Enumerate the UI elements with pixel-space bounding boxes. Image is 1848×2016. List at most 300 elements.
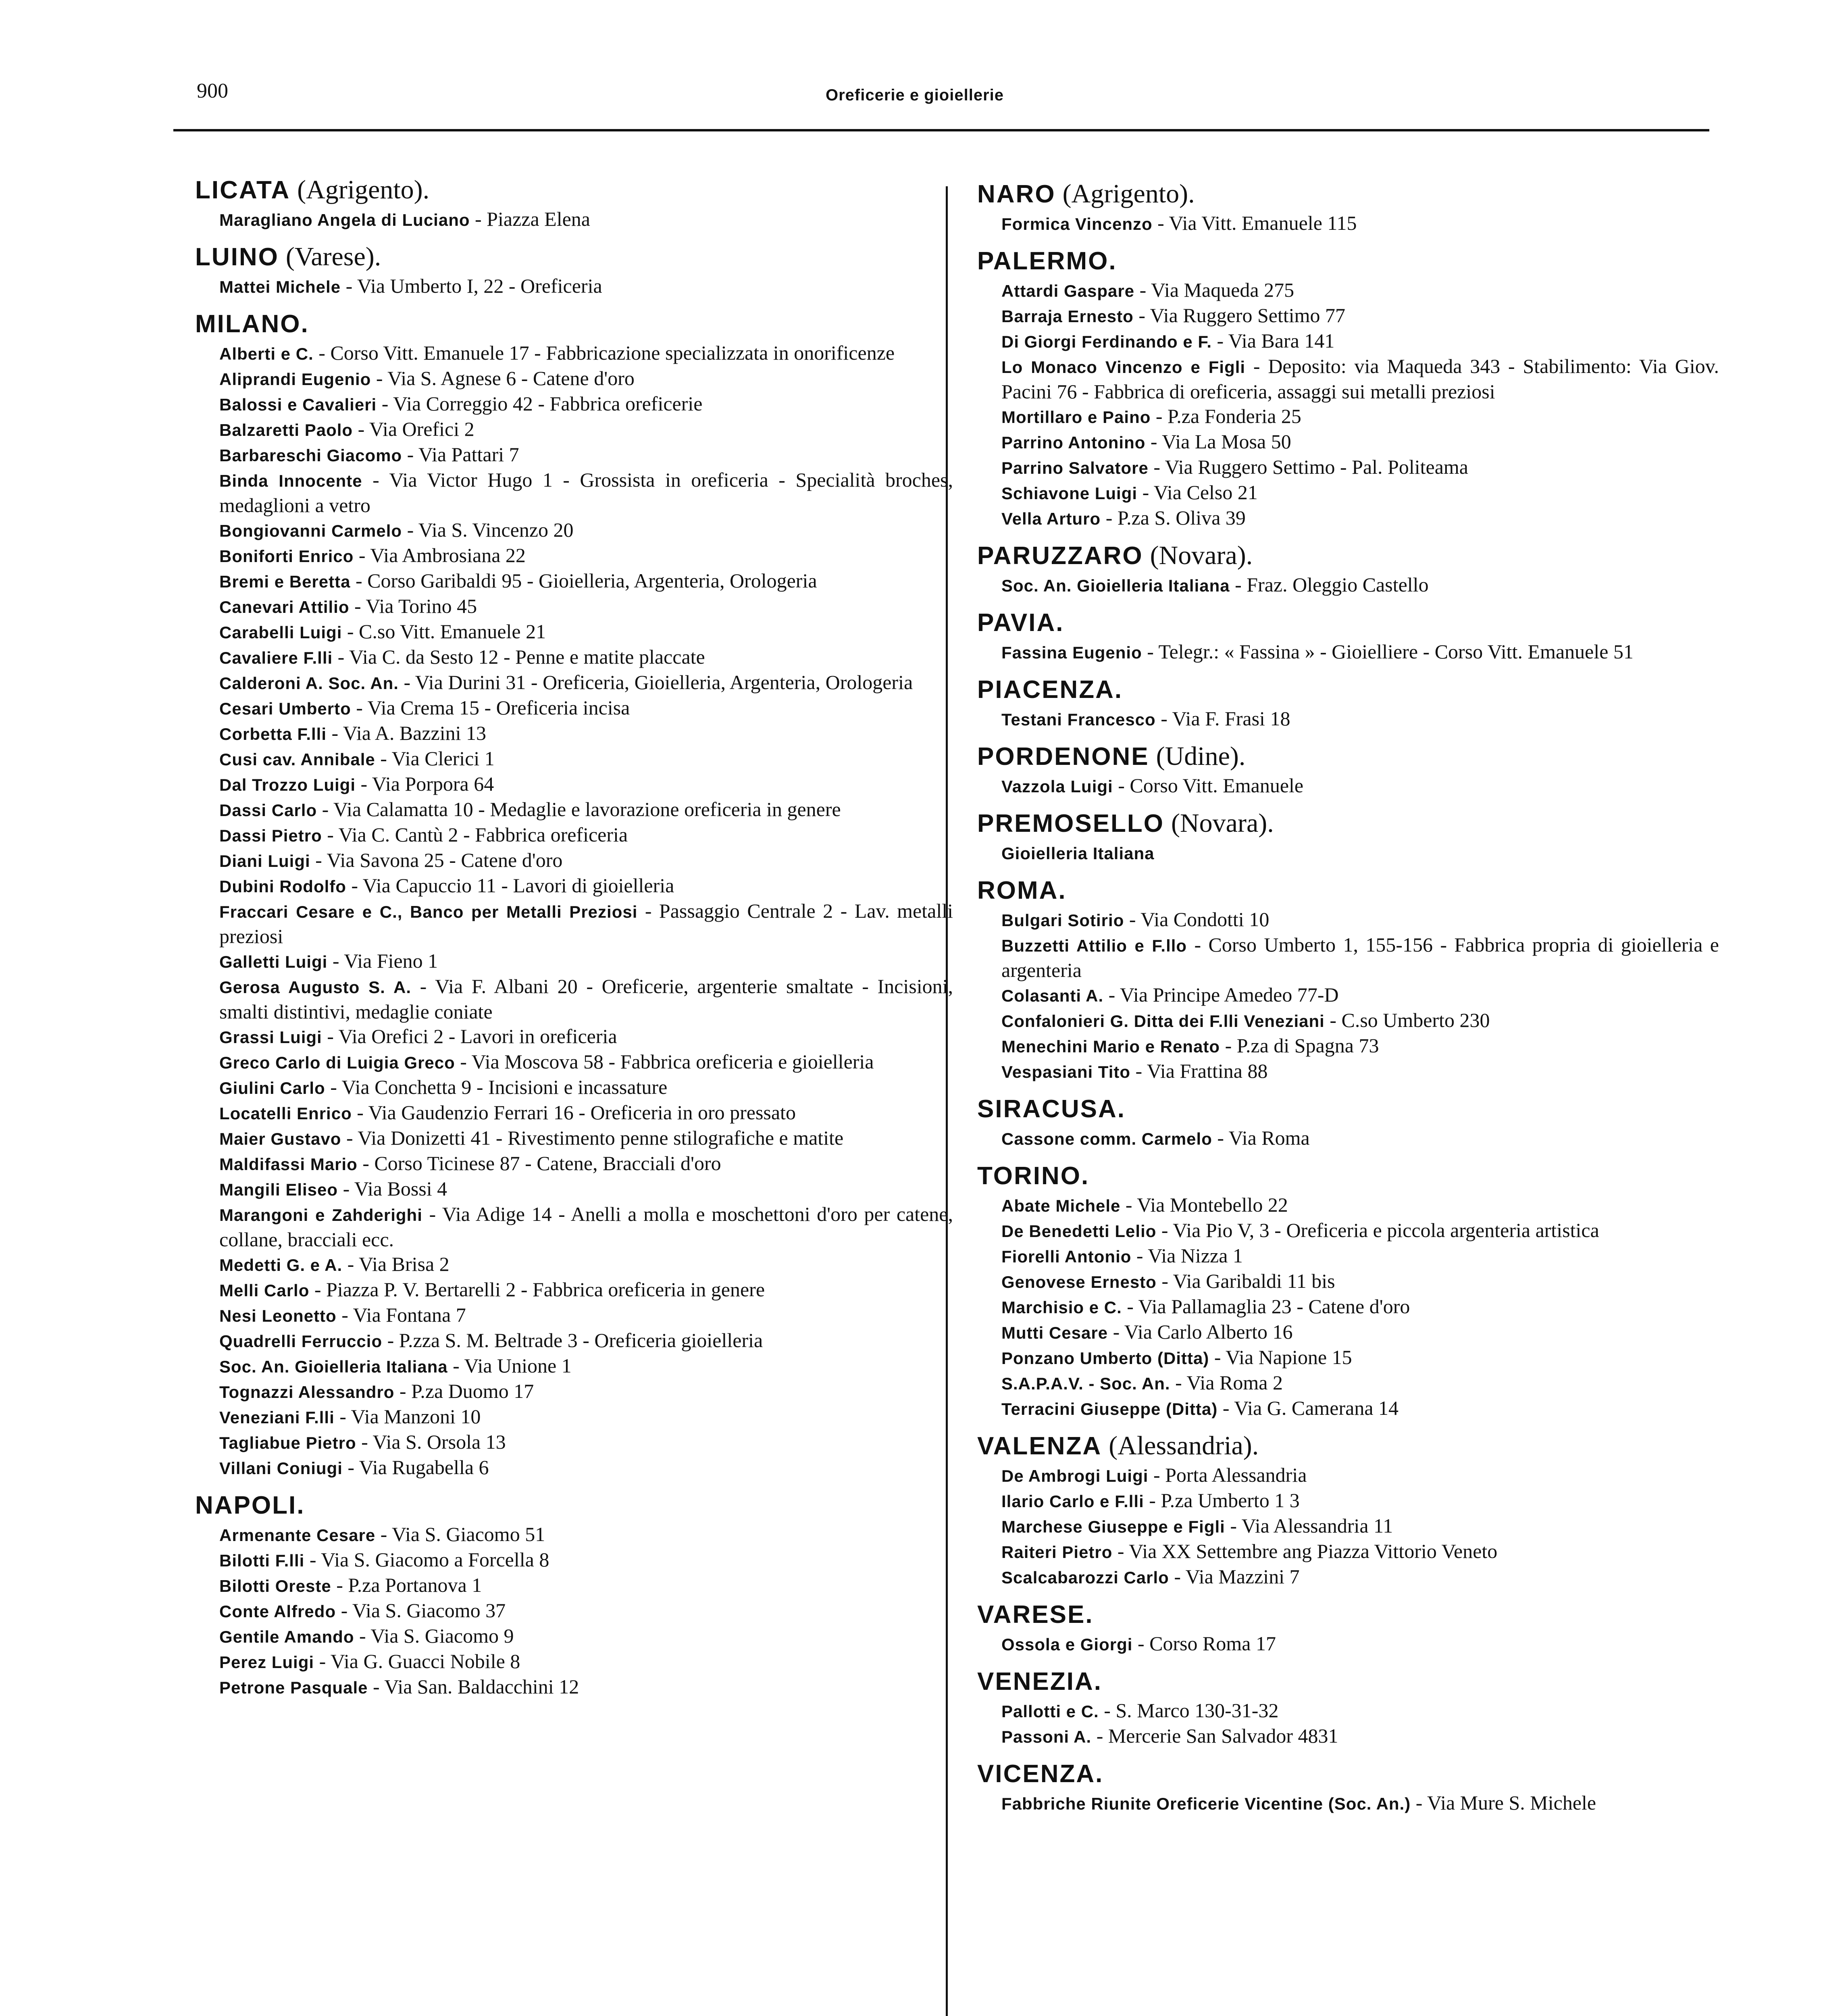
business-entry — [195, 1573, 953, 1598]
business-address: - Via Capuccio 11 - Lavori di gioielleria — [346, 874, 674, 897]
business-entry — [977, 933, 1719, 983]
business-name: Corbetta F.lli — [219, 725, 327, 744]
business-entry — [195, 670, 953, 696]
business-address: - P.za di Spagna 73 — [1220, 1034, 1379, 1057]
business-entry — [195, 823, 953, 848]
business-address: - P.za Portanova 1 — [331, 1574, 482, 1596]
business-entry — [195, 1202, 953, 1252]
business-address: - Via Correggio 42 - Fabbrica oreficerie — [377, 392, 703, 415]
business-name: Galletti Luigi — [219, 952, 328, 971]
business-name: Vazzola Luigi — [1001, 777, 1113, 796]
business-name: Colasanti A. — [1001, 986, 1104, 1005]
business-address: - Via Fieno 1 — [327, 950, 438, 972]
business-entry — [977, 354, 1719, 404]
business-address: - Via Ruggero Settimo 77 — [1133, 304, 1346, 327]
business-entry — [195, 417, 953, 442]
business-name: Dubini Rodolfo — [219, 877, 346, 896]
business-address: - Via Bossi 4 — [338, 1177, 447, 1200]
city-name: PORDENONE — [977, 743, 1149, 771]
city-heading — [977, 244, 1719, 278]
city-heading — [977, 538, 1719, 573]
business-name: Barbareschi Giacomo — [219, 446, 402, 465]
business-name: Testani Francesco — [1001, 710, 1156, 729]
business-address: - Via S. Giacomo 9 — [354, 1624, 514, 1647]
business-name: Cesari Umberto — [219, 699, 351, 718]
business-entry — [977, 706, 1719, 732]
business-entry — [977, 1218, 1719, 1243]
business-entry — [195, 1303, 953, 1328]
business-address: - Via Clerici 1 — [375, 747, 495, 770]
business-name: Passoni A. — [1001, 1727, 1092, 1746]
business-entry — [977, 303, 1719, 329]
business-entry — [195, 1277, 953, 1303]
business-address: - Via Frattina 88 — [1130, 1060, 1268, 1082]
business-entry — [977, 639, 1719, 665]
business-name: Bilotti F.lli — [219, 1551, 305, 1570]
business-address: - Via C. Cantù 2 - Fabbrica oreficeria — [322, 823, 628, 846]
business-entry — [977, 1724, 1719, 1749]
page-number: 900 — [197, 79, 228, 102]
business-address: - Via F. Frasi 18 — [1155, 707, 1290, 730]
city-name: PIACENZA. — [977, 676, 1123, 704]
business-address: - Via Brisa 2 — [342, 1253, 450, 1275]
business-name: Armenante Cesare — [219, 1526, 376, 1545]
business-address: - Corso Ticinese 87 - Catene, Bracciali d'oro — [357, 1152, 721, 1175]
business-name: Genovese Ernesto — [1001, 1272, 1157, 1291]
city-heading — [195, 240, 953, 274]
business-address: - S. Marco 130-31-32 — [1099, 1699, 1279, 1722]
province-name: (Novara). — [1171, 808, 1274, 838]
business-address: - Via San. Baldacchini 12 — [368, 1675, 579, 1698]
business-address: - Via Rugabella 6 — [342, 1456, 489, 1479]
business-entry — [195, 645, 953, 670]
city-name: NAPOLI. — [195, 1491, 305, 1519]
business-entry — [977, 1320, 1719, 1345]
business-address: - Via Mazzini 7 — [1169, 1565, 1300, 1588]
business-address: - Via Calamatta 10 - Medaglie e lavorazione oreficeria in genere — [317, 798, 841, 821]
business-name: Nesi Leonetto — [219, 1306, 337, 1325]
business-entry — [977, 907, 1719, 933]
business-address: - Via C. da Sesto 12 - Penne e matite placcate — [333, 646, 705, 668]
business-name: Parrino Antonino — [1001, 433, 1146, 452]
business-address: - Via Nizza 1 — [1131, 1244, 1243, 1267]
business-address: - Piazza P. V. Bertarelli 2 - Fabbrica oreficeria in genere — [309, 1278, 765, 1301]
business-address: - Corso Vitt. Emanuele — [1113, 774, 1304, 797]
business-entry — [195, 1075, 953, 1100]
business-name: Formica Vincenzo — [1001, 215, 1153, 233]
business-name: Schiavone Luigi — [1001, 484, 1138, 503]
business-name: Abate Michele — [1001, 1196, 1121, 1215]
business-entry — [195, 1024, 953, 1050]
city-name: VENEZIA. — [977, 1668, 1102, 1695]
business-entry — [195, 696, 953, 721]
business-entry — [195, 746, 953, 772]
business-entry — [977, 1008, 1719, 1033]
business-name: Ponzano Umberto (Ditta) — [1001, 1349, 1209, 1368]
business-name: Bulgari Sotirio — [1001, 911, 1124, 930]
business-address: - Corso Umberto 1, 155-156 - Fabbrica propria di gioielleria e argenteria — [1001, 933, 1719, 981]
business-address: - C.so Vitt. Emanuele 21 — [342, 620, 546, 643]
business-entry — [195, 619, 953, 645]
business-address: - P.za Fonderia 25 — [1151, 405, 1301, 427]
business-address: - Via Mure S. Michele — [1411, 1791, 1596, 1814]
business-address: - Via Savona 25 - Catene d'oro — [310, 849, 563, 871]
city-name: ROMA. — [977, 877, 1067, 904]
business-name: Mattei Michele — [219, 277, 341, 296]
business-name: Mutti Cesare — [1001, 1323, 1108, 1342]
business-name: Tognazzi Alessandro — [219, 1383, 395, 1402]
business-entry — [195, 797, 953, 823]
business-address: - Via Torino 45 — [349, 595, 477, 617]
business-entry — [977, 1631, 1719, 1657]
business-entry — [195, 1354, 953, 1379]
business-entry — [195, 1151, 953, 1177]
business-address: - Corso Roma 17 — [1132, 1632, 1276, 1655]
city-name: PALERMO. — [977, 247, 1117, 275]
business-entry — [195, 873, 953, 899]
business-entry — [195, 949, 953, 974]
city-heading — [195, 1488, 953, 1522]
city-heading — [977, 672, 1719, 706]
city-name: PARUZZARO — [977, 542, 1143, 570]
business-address: - Via F. Albani 20 - Oreficerie, argenterie smaltate - Incisioni, smalti distintivi, medaglie coniate — [219, 975, 953, 1023]
business-name: Medetti G. e A. — [219, 1256, 343, 1275]
business-name: Conte Alfredo — [219, 1602, 336, 1621]
business-entry — [977, 1033, 1719, 1059]
business-address: - C.so Umberto 230 — [1324, 1009, 1490, 1031]
business-name: Fabbriche Riunite Oreficerie Vicentine (Soc. An.) — [1001, 1794, 1411, 1813]
business-address: - Via La Mosa 50 — [1145, 430, 1291, 453]
business-address: - Via Moscova 58 - Fabbrica oreficeria e gioielleria — [455, 1050, 874, 1073]
business-entry — [977, 480, 1719, 506]
business-address: - Via XX Settembre ang Piazza Vittorio Veneto — [1112, 1540, 1498, 1562]
business-entry — [195, 974, 953, 1024]
business-name: Barraja Ernesto — [1001, 307, 1134, 326]
business-address: - Via Crema 15 - Oreficeria incisa — [351, 696, 630, 719]
business-address: - Via Manzoni 10 — [334, 1405, 481, 1428]
business-entry — [977, 211, 1719, 236]
city-heading — [977, 177, 1719, 211]
city-heading — [977, 605, 1719, 639]
city-name: VALENZA — [977, 1432, 1102, 1460]
business-address: - Via Durini 31 - Oreficeria, Gioielleria, Argenteria, Orologeria — [398, 671, 913, 694]
business-address: - Via S. Giacomo a Forcella 8 — [304, 1548, 549, 1571]
business-name: Canevari Attilio — [219, 598, 350, 616]
business-address: - Via S. Giacomo 37 — [336, 1599, 506, 1622]
business-address: - Via Roma 2 — [1170, 1371, 1283, 1394]
business-address: - Via Pio V, 3 - Oreficeria e piccola argenteria artistica — [1156, 1219, 1599, 1241]
business-entry — [195, 1404, 953, 1430]
business-name: Gentile Amando — [219, 1627, 354, 1646]
province-name: (Varese). — [285, 242, 381, 271]
city-name: PAVIA. — [977, 609, 1064, 637]
city-name: TORINO. — [977, 1162, 1090, 1190]
city-name: SIRACUSA. — [977, 1095, 1126, 1123]
business-address: - Via S. Agnese 6 - Catene d'oro — [371, 367, 635, 389]
running-header: Oreficerie e gioiellerie — [826, 86, 1004, 104]
business-entry — [195, 1328, 953, 1354]
business-name: Veneziani F.lli — [219, 1408, 335, 1427]
business-address: - Via Victor Hugo 1 - Grossista in oreficeria - Specialità broches, medaglioni a vetro — [219, 469, 953, 516]
business-name: Greco Carlo di Luigia Greco — [219, 1053, 455, 1072]
city-name: VARESE. — [977, 1601, 1094, 1629]
business-entry — [977, 1564, 1719, 1590]
business-name: Cusi cav. Annibale — [219, 750, 375, 769]
business-entry — [977, 429, 1719, 455]
business-entry — [977, 1396, 1719, 1421]
business-address: - Via Adige 14 - Anelli a molla e moschettoni d'oro per catene, collane, bracciali ecc. — [219, 1203, 953, 1251]
business-name: Menechini Mario e Renato — [1001, 1037, 1220, 1056]
business-entry — [195, 1050, 953, 1075]
business-name: Cassone comm. Carmelo — [1001, 1129, 1212, 1148]
business-address: - Via G. Camerana 14 — [1217, 1397, 1399, 1419]
business-name: Locatelli Enrico — [219, 1104, 352, 1123]
business-address: - Via Orefici 2 — [353, 418, 474, 440]
business-entry — [195, 772, 953, 797]
business-entry — [977, 1698, 1719, 1724]
business-entry — [977, 404, 1719, 429]
province-name: (Alessandria). — [1109, 1431, 1259, 1460]
city-heading — [977, 1597, 1719, 1631]
business-entry — [977, 278, 1719, 303]
business-address: - Via Umberto I, 22 - Oreficeria — [341, 275, 602, 297]
business-address: - Via Fontana 7 — [336, 1304, 466, 1326]
business-name: Marchese Giuseppe e Figli — [1001, 1517, 1225, 1536]
business-name: Dal Trozzo Luigi — [219, 775, 356, 794]
business-name: Bilotti Oreste — [219, 1577, 331, 1595]
business-address: - Porta Alessandria — [1148, 1464, 1307, 1486]
business-name: Cavaliere F.lli — [219, 648, 333, 667]
business-name: Maragliano Angela di Luciano — [219, 210, 470, 229]
business-entry — [977, 983, 1719, 1008]
city-heading — [977, 1429, 1719, 1463]
business-entry — [195, 899, 953, 949]
business-address: - Piazza Elena — [470, 208, 590, 230]
business-entry — [195, 341, 953, 366]
business-address: - Via Orefici 2 - Lavori in oreficeria — [322, 1025, 617, 1048]
business-address: - Via Donizetti 41 - Rivestimento penne stilografiche e matite — [341, 1127, 844, 1149]
city-heading — [977, 1158, 1719, 1193]
business-name: Attardi Gaspare — [1001, 281, 1135, 300]
business-name: Alberti e C. — [219, 344, 314, 363]
business-address: - Corso Garibaldi 95 - Gioielleria, Argenteria, Orologeria — [350, 569, 817, 592]
business-entry — [195, 1547, 953, 1573]
business-name: Marchisio e C. — [1001, 1298, 1122, 1317]
business-address: - Via Garibaldi 11 bis — [1156, 1270, 1335, 1292]
business-name: Pallotti e C. — [1001, 1702, 1099, 1721]
business-address: - P.za S. Oliva 39 — [1101, 506, 1246, 529]
business-name: Dassi Carlo — [219, 801, 317, 820]
city-name: LUINO — [195, 243, 279, 271]
business-entry — [195, 569, 953, 594]
business-entry — [195, 1624, 953, 1649]
business-name: Lo Monaco Vincenzo e Figli — [1001, 358, 1246, 377]
city-name: VICENZA. — [977, 1760, 1104, 1788]
business-address: - Via Montebello 22 — [1120, 1193, 1288, 1216]
province-name: (Agrigento). — [297, 175, 430, 204]
city-name: PREMOSELLO — [977, 810, 1165, 837]
business-name: Carabelli Luigi — [219, 623, 342, 642]
business-entry — [195, 848, 953, 873]
business-name: Di Giorgi Ferdinando e F. — [1001, 332, 1212, 351]
business-address: - P.zza S. M. Beltrade 3 - Oreficeria gioielleria — [382, 1329, 763, 1352]
business-address: - Fraz. Oleggio Castello — [1230, 573, 1429, 596]
business-name: Terracini Giuseppe (Ditta) — [1001, 1400, 1218, 1418]
business-name: Quadrelli Ferruccio — [219, 1332, 383, 1351]
business-name: Confalonieri G. Ditta dei F.lli Veneziani — [1001, 1012, 1325, 1031]
business-address: - Via Ambrosiana 22 — [354, 544, 526, 566]
business-entry — [195, 543, 953, 569]
business-name: Dassi Pietro — [219, 826, 322, 845]
business-entry — [195, 274, 953, 299]
business-entry — [195, 1126, 953, 1151]
business-entry — [977, 1791, 1719, 1816]
business-name: Soc. An. Gioielleria Italiana — [219, 1357, 448, 1376]
city-heading — [195, 306, 953, 341]
business-address: - Via S. Giacomo 51 — [375, 1523, 545, 1545]
business-entry — [977, 1059, 1719, 1084]
business-address: - Passaggio Centrale 2 - Lav. metalli preziosi — [219, 900, 953, 948]
business-name: Fraccari Cesare e C., Banco per Metalli Preziosi — [219, 902, 638, 921]
business-entry — [195, 1252, 953, 1277]
business-entry — [977, 506, 1719, 531]
business-name: Bongiovanni Carmelo — [219, 521, 402, 540]
business-name: Maier Gustavo — [219, 1129, 341, 1148]
city-name: NARO — [977, 180, 1056, 208]
province-name: (Agrigento). — [1062, 179, 1195, 208]
business-name: Ilario Carlo e F.lli — [1001, 1492, 1144, 1511]
business-entry — [195, 1674, 953, 1700]
business-address: - Telegr.: « Fassina » - Gioielliere - Corso Vitt. Emanuele 51 — [1142, 640, 1634, 663]
business-address: - Via Condotti 10 — [1124, 908, 1269, 931]
business-name: Boniforti Enrico — [219, 547, 354, 566]
business-entry — [977, 773, 1719, 799]
business-address: - Via Bara 141 — [1212, 329, 1335, 352]
business-name: Balzaretti Paolo — [219, 421, 353, 439]
business-name: De Benedetti Lelio — [1001, 1222, 1157, 1241]
business-entry — [977, 1370, 1719, 1396]
city-name: MILANO. — [195, 310, 309, 338]
business-entry — [195, 1100, 953, 1126]
business-name: Balossi e Cavalieri — [219, 395, 377, 414]
business-address: - Via Porpora 64 — [356, 773, 494, 795]
business-name: S.A.P.A.V. - Soc. An. — [1001, 1374, 1170, 1393]
business-entry — [977, 1539, 1719, 1564]
business-entry — [195, 721, 953, 746]
business-entry — [195, 366, 953, 392]
business-name: Scalcabarozzi Carlo — [1001, 1568, 1169, 1587]
city-heading — [977, 1756, 1719, 1791]
business-address: - Corso Vitt. Emanuele 17 - Fabbricazione specializzata in onorificenze — [313, 342, 895, 364]
business-entry — [977, 1126, 1719, 1151]
business-name: Fassina Eugenio — [1001, 643, 1142, 662]
business-name: Parrino Salvatore — [1001, 458, 1149, 477]
business-entry — [195, 468, 953, 518]
province-name: (Udine). — [1156, 741, 1246, 771]
business-address: - Via G. Guacci Nobile 8 — [314, 1650, 520, 1672]
business-entry — [195, 207, 953, 232]
business-address: - Via Gaudenzio Ferrari 16 - Oreficeria in oro pressato — [352, 1101, 796, 1124]
business-address: - Via Conchetta 9 - Incisioni e incassature — [325, 1076, 668, 1098]
business-name: Petrone Pasquale — [219, 1678, 368, 1697]
business-entry — [977, 1294, 1719, 1320]
business-entry — [195, 594, 953, 619]
business-name: De Ambrogi Luigi — [1001, 1466, 1149, 1485]
business-name: Grassi Luigi — [219, 1028, 322, 1047]
business-entry — [977, 1269, 1719, 1294]
business-name: Tagliabue Pietro — [219, 1433, 356, 1452]
city-heading — [977, 873, 1719, 907]
business-entry — [195, 1522, 953, 1547]
business-entry — [977, 840, 1719, 866]
business-entry — [977, 1243, 1719, 1269]
city-name: LICATA — [195, 176, 291, 204]
business-address: - Via Pallamaglia 23 - Catene d'oro — [1122, 1295, 1410, 1318]
business-name: Gioielleria Italiana — [1001, 844, 1155, 863]
business-entry — [195, 518, 953, 543]
business-address: - Via Unione 1 — [447, 1354, 572, 1377]
business-address: - Via Pattari 7 — [402, 443, 519, 466]
business-entry — [977, 1463, 1719, 1488]
city-heading — [977, 806, 1719, 840]
business-address: - Via Ruggero Settimo - Pal. Politeama — [1148, 456, 1469, 478]
business-name: Aliprandi Eugenio — [219, 370, 371, 389]
business-address: - Mercerie San Salvador 4831 — [1091, 1724, 1338, 1747]
left-column — [195, 165, 953, 1700]
business-entry — [977, 1345, 1719, 1370]
business-name: Vespasiani Tito — [1001, 1062, 1131, 1081]
business-name: Marangoni e Zahderighi — [219, 1206, 422, 1225]
business-address: - Via Maqueda 275 — [1134, 279, 1294, 301]
city-heading — [195, 173, 953, 207]
business-entry — [977, 1193, 1719, 1218]
business-name: Buzzetti Attilio e F.llo — [1001, 936, 1187, 955]
business-address: - Deposito: via Maqueda 343 - Stabilimento: Via Giov. Pacini 76 - Fabbrica di oreficeria, assaggi sui metalli preziosi — [1001, 355, 1719, 403]
business-entry — [977, 1514, 1719, 1539]
city-heading — [977, 1664, 1719, 1698]
business-address: - Via Alessandria 11 — [1225, 1514, 1393, 1537]
business-name: Diani Luigi — [219, 852, 310, 871]
business-name: Maldifassi Mario — [219, 1155, 358, 1174]
business-address: - Via Vitt. Emanuele 115 — [1152, 212, 1357, 234]
business-name: Bremi e Beretta — [219, 572, 351, 591]
business-address: - Via Principe Amedeo 77-D — [1103, 983, 1339, 1006]
business-entry — [977, 329, 1719, 354]
business-address: - Via Carlo Alberto 16 — [1108, 1320, 1293, 1343]
business-entry — [195, 442, 953, 468]
business-address: - Via A. Bazzini 13 — [327, 722, 487, 744]
business-address: - Via S. Vincenzo 20 — [402, 519, 574, 541]
business-entry — [977, 573, 1719, 598]
business-name: Calderoni A. Soc. An. — [219, 674, 399, 693]
business-entry — [195, 1649, 953, 1674]
business-entry — [977, 1488, 1719, 1514]
business-address: - P.za Duomo 17 — [394, 1380, 534, 1402]
business-entry — [195, 392, 953, 417]
business-entry — [195, 1430, 953, 1455]
business-entry — [195, 1598, 953, 1624]
business-address: - Via Celso 21 — [1137, 481, 1258, 504]
business-address: - Via Napione 15 — [1209, 1346, 1352, 1368]
business-entry — [195, 1379, 953, 1404]
business-address: - P.za Umberto 1 3 — [1144, 1489, 1300, 1512]
province-name: (Novara). — [1150, 541, 1253, 570]
business-address: - Via Roma — [1212, 1127, 1310, 1149]
business-name: Gerosa Augusto S. A. — [219, 978, 412, 997]
business-name: Mortillaro e Paino — [1001, 408, 1151, 427]
right-column — [977, 169, 1719, 1816]
business-name: Melli Carlo — [219, 1281, 310, 1300]
